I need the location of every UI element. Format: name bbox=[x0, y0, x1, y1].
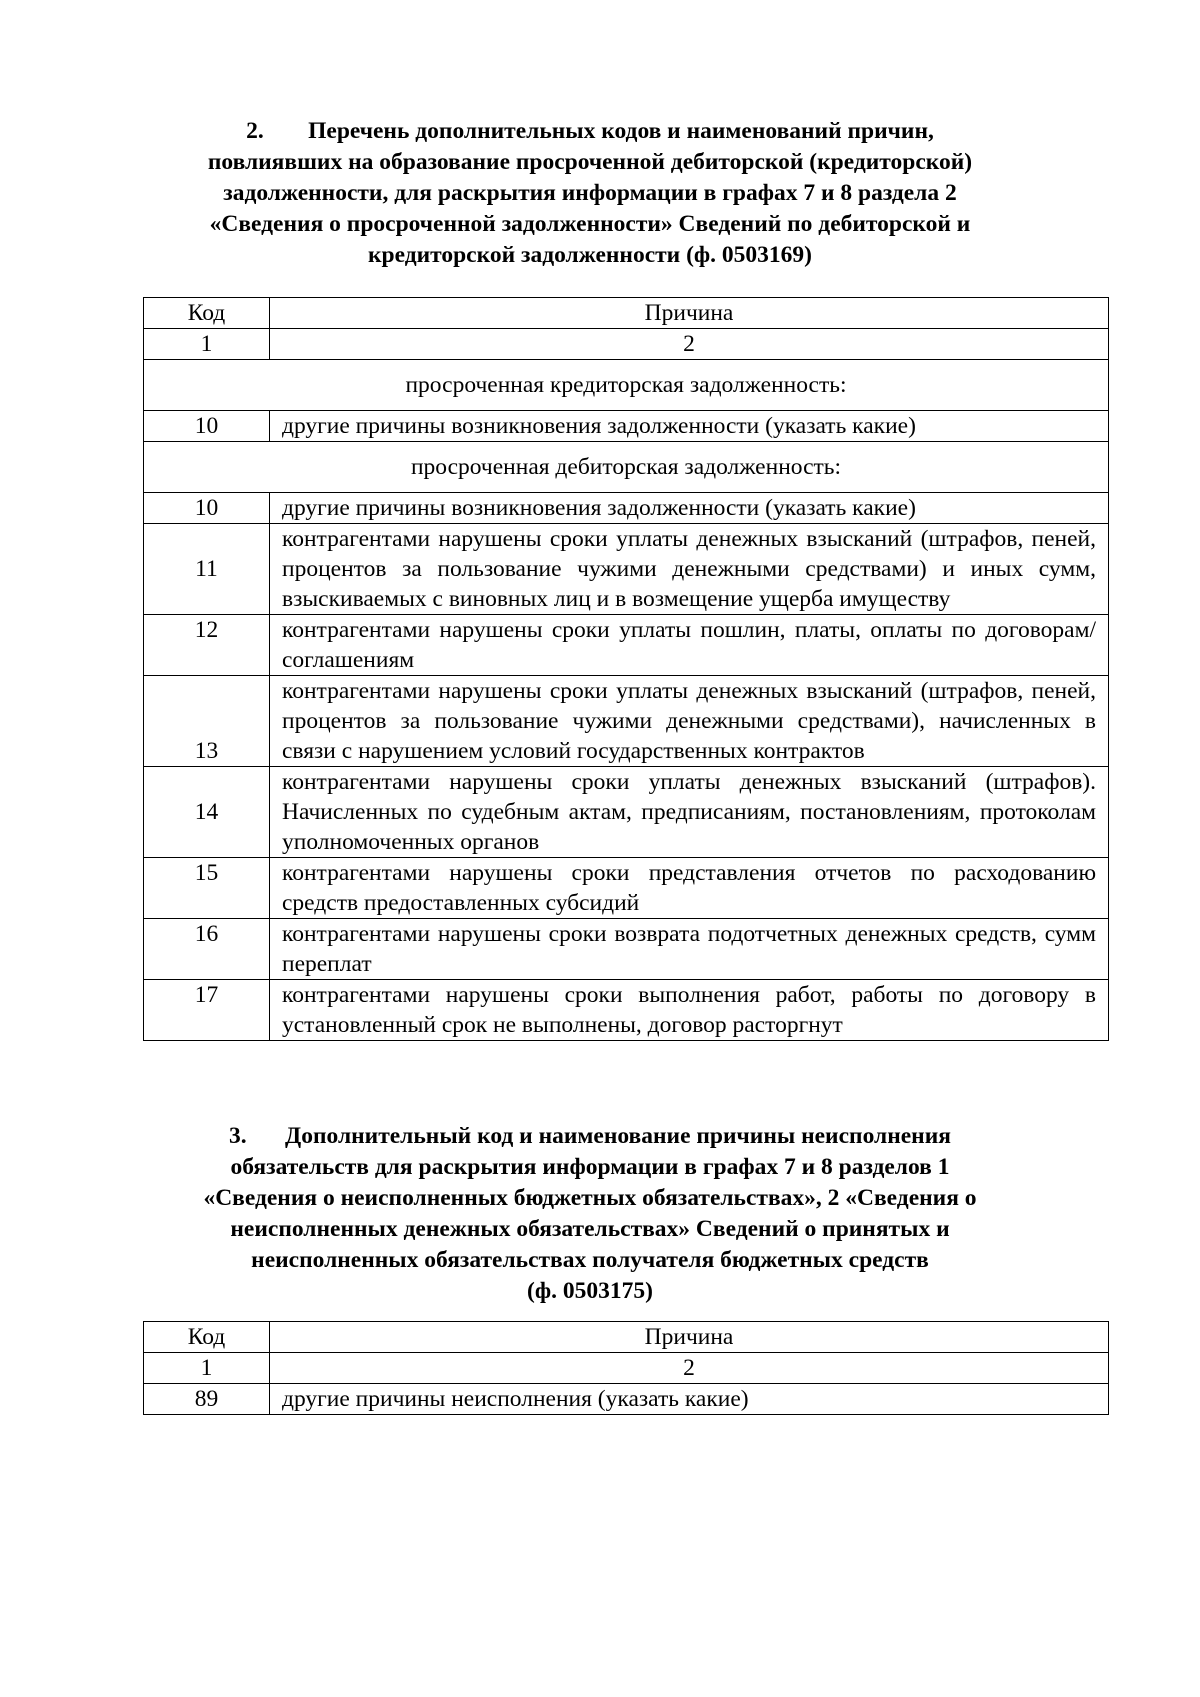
row-code: 15 bbox=[144, 858, 270, 919]
group-title-debit: просроченная дебиторская задолженность: bbox=[144, 442, 1109, 493]
column-number-reason: 2 bbox=[270, 1353, 1109, 1384]
group-title-credit: просроченная кредиторская задолженность: bbox=[144, 360, 1109, 411]
section-2-number: 2. bbox=[246, 118, 264, 144]
row-reason: другие причины неисполнения (указать какие) bbox=[270, 1384, 1109, 1415]
row-code: 10 bbox=[144, 411, 270, 442]
row-reason: контрагентами нарушены сроки возврата подотчетных денежных средств, сумм переплат bbox=[270, 919, 1109, 980]
row-code: 11 bbox=[144, 524, 270, 615]
reasons-table-0503169 bbox=[143, 297, 1109, 1041]
section-3-title-line-2: обязательств для раскрытия информации в графах 7 и 8 разделов 1 bbox=[230, 1154, 950, 1180]
table-row bbox=[144, 980, 1109, 1041]
table-row bbox=[144, 411, 1109, 442]
column-header-reason: Причина bbox=[270, 298, 1109, 329]
section-3-number: 3. bbox=[229, 1123, 247, 1149]
row-code: 13 bbox=[144, 676, 270, 767]
row-reason: другие причины возникновения задолженности (указать какие) bbox=[270, 411, 1109, 442]
row-reason: контрагентами нарушены сроки уплаты денежных взысканий (штрафов, пеней, процентов за пользование чужими денежными средствами), начисленных в связи с нарушением условий государственных контрактов bbox=[270, 676, 1109, 767]
reasons-table-0503175 bbox=[143, 1321, 1109, 1415]
table-row bbox=[144, 858, 1109, 919]
table-row bbox=[144, 919, 1109, 980]
row-code: 89 bbox=[144, 1384, 270, 1415]
section-3-title-line-4: неисполненных денежных обязательствах» Сведений о принятых и bbox=[230, 1216, 950, 1242]
column-number-row bbox=[144, 329, 1109, 360]
row-reason: другие причины возникновения задолженности (указать какие) bbox=[270, 493, 1109, 524]
row-code: 14 bbox=[144, 767, 270, 858]
table-row bbox=[144, 676, 1109, 767]
section-3-title-line-3: «Сведения о неисполненных бюджетных обязательствах», 2 «Сведения о bbox=[203, 1185, 977, 1211]
column-number-reason: 2 bbox=[270, 329, 1109, 360]
section-2-title-line-1: 2. Перечень дополнительных кодов и наименований причин, bbox=[140, 116, 1040, 147]
row-reason: контрагентами нарушены сроки выполнения работ, работы по договору в установленный срок не выполнены, договор расторгнут bbox=[270, 980, 1109, 1041]
column-header-code: Код bbox=[144, 298, 270, 329]
section-2-title-line-2: повлиявших на образование просроченной дебиторской (кредиторской) bbox=[207, 149, 973, 175]
section-3-title-line-5: неисполненных обязательствах получателя бюджетных средств bbox=[251, 1247, 929, 1273]
table-row bbox=[144, 493, 1109, 524]
column-header-reason: Причина bbox=[270, 1322, 1109, 1353]
row-reason: контрагентами нарушены сроки представления отчетов по расходованию средств предоставленных субсидий bbox=[270, 858, 1109, 919]
table-row bbox=[144, 615, 1109, 676]
column-number-row bbox=[144, 1353, 1109, 1384]
row-reason: контрагентами нарушены сроки уплаты пошлин, платы, оплаты по договорам/соглашениям bbox=[270, 615, 1109, 676]
table-row bbox=[144, 767, 1109, 858]
table-row bbox=[144, 524, 1109, 615]
row-reason: контрагентами нарушены сроки уплаты денежных взысканий (штрафов, пеней, процентов за пользование чужими денежными средствами) и иных сумм, взыскиваемых с виновных лиц и в возмещение ущерба имуществу bbox=[270, 524, 1109, 615]
column-number-code: 1 bbox=[144, 1353, 270, 1384]
section-2-title-line-4: «Сведения о просроченной задолженности» Сведений по дебиторской и bbox=[209, 211, 971, 237]
column-number-code: 1 bbox=[144, 329, 270, 360]
row-code: 16 bbox=[144, 919, 270, 980]
table-header-row bbox=[144, 298, 1109, 329]
section-2-title-line-5: кредиторской задолженности (ф. 0503169) bbox=[367, 242, 813, 268]
group-row-credit bbox=[144, 360, 1109, 411]
section-3-title-line-1: 3. Дополнительный код и наименование причины неисполнения bbox=[140, 1121, 1040, 1152]
group-row-debit bbox=[144, 442, 1109, 493]
row-code: 17 bbox=[144, 980, 270, 1041]
table-header-row bbox=[144, 1322, 1109, 1353]
column-header-code: Код bbox=[144, 1322, 270, 1353]
row-code: 10 bbox=[144, 493, 270, 524]
section-2-title-line-3: задолженности, для раскрытия информации в графах 7 и 8 раздела 2 bbox=[223, 180, 957, 206]
section-3-heading bbox=[140, 1121, 1040, 1307]
row-code: 12 bbox=[144, 615, 270, 676]
section-3-title-line-6: (ф. 0503175) bbox=[527, 1278, 653, 1304]
section-2-heading bbox=[140, 116, 1040, 271]
table-row bbox=[144, 1384, 1109, 1415]
row-reason: контрагентами нарушены сроки уплаты денежных взысканий (штрафов). Начисленных по судебным актам, предписаниям, постановлениям, протоколам уполномоченных органов bbox=[270, 767, 1109, 858]
